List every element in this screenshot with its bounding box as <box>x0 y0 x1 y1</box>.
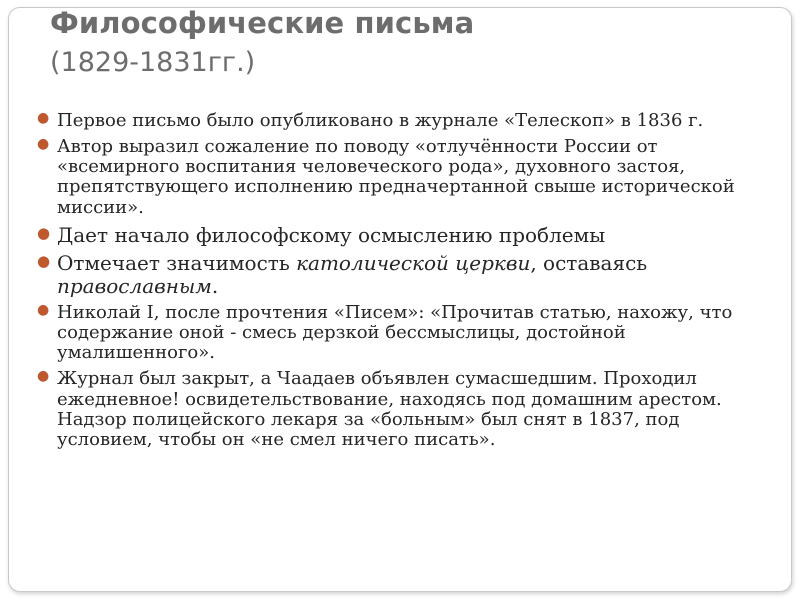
bullet-text: Первое письмо было опубликовано в журнале «Телескоп» в 1836 г. <box>57 110 704 131</box>
bullet-dot-icon: ● <box>37 301 50 318</box>
slide-title <box>50 6 474 80</box>
bullet-text-prefix: Отмечает значимость <box>57 251 297 276</box>
bullet-text-italic-church: католической церкви <box>296 251 531 276</box>
bullet-item-2 <box>38 137 773 218</box>
bullet-text: Автор выразил сожаление по поводу «отлучённости России от «всемирного воспитания человеческого рода», духовного застоя, препятствующего исполнению предначертанной свыше исторической миссии». <box>57 136 735 218</box>
bullet-text: Дает начало философскому осмыслению проблемы <box>57 222 606 247</box>
bullet-text-suffix: . <box>211 273 219 298</box>
bullet-dot-icon: ● <box>37 136 50 153</box>
bullet-list <box>38 111 773 456</box>
bullet-text: Николай I, после прочтения «Писем»: «Прочитав статью, нахожу, что содержание оной - смесь дерзкой бессмыслицы, достойной умалишенного». <box>57 301 733 364</box>
bullet-item-1 <box>38 111 773 131</box>
title-years: (1829-1831гг.) <box>50 47 256 79</box>
bullet-dot-icon: ● <box>37 110 50 126</box>
bullet-text-italic-orthodox: православным <box>57 273 212 298</box>
title-main: Философические письма <box>50 6 475 40</box>
bullet-dot-icon: ● <box>37 223 51 242</box>
bullet-dot-icon: ● <box>37 252 51 271</box>
bullet-item-4 <box>38 252 773 297</box>
bullet-item-3 <box>38 224 773 246</box>
bullet-item-6 <box>38 369 773 450</box>
bullet-item-5 <box>38 303 773 363</box>
bullet-text: Журнал был закрыт, а Чаадаев объявлен сумасшедшим. Проходил ежедневное! освидетельствование, находясь под домашним арестом. Надзор полицейского лекаря за «больным» был снят в 1837, под условием, чтобы он «не смел ничего писать». <box>57 368 722 450</box>
bullet-text-middle: , оставаясь <box>530 251 648 276</box>
bullet-dot-icon: ● <box>37 368 50 385</box>
